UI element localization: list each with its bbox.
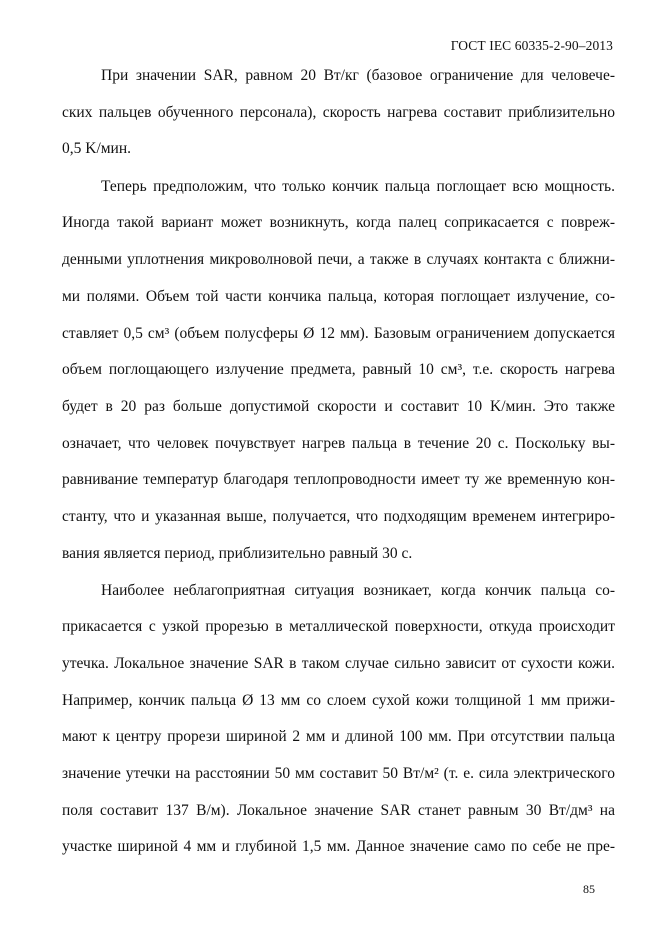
text-line: ставляет 0,5 см³ (объем полусферы Ø 12 мм). Базовым ограничением допускается [62, 325, 615, 342]
text-line: Теперь предположим, что только кончик пальца поглощает всю мощность. [101, 178, 615, 195]
text-line: мают к центру прорези шириной 2 мм и длиной 100 мм. При отсутствии пальца [62, 728, 615, 745]
text-line: Наиболее неблагоприятная ситуация возникает, когда кончик пальца со- [101, 582, 615, 599]
text-line: Например, кончик пальца Ø 13 мм со слоем сухой кожи толщиной 1 мм прижи- [62, 692, 615, 709]
text-line: денными уплотнения микроволновой печи, а также в случаях контакта с ближни- [62, 251, 615, 268]
text-line: будет в 20 раз больше допустимой скорости и составит 10 K/мин. Это также [62, 398, 615, 415]
text-line: ми полями. Объем той части кончика пальца, которая поглощает излучение, со- [62, 288, 615, 305]
text-line: значение утечки на расстоянии 50 мм составит 50 Вт/м² (т. е. сила электрического [62, 765, 615, 782]
text-line: участке шириной 4 мм и глубиной 1,5 мм. Данное значение само по себе не пре- [62, 838, 615, 855]
text-line: означает, что человек почувствует нагрев пальца в течение 20 с. Поскольку вы- [62, 435, 615, 452]
text-line: равнивание температур благодаря теплопроводности имеет ту же временную кон- [62, 471, 615, 488]
text-line: утечка. Локальное значение SAR в таком случае сильно зависит от сухости кожи. [62, 655, 615, 672]
page-number: 85 [583, 882, 595, 896]
standard-header: ГОСТ IEC 60335-2-90–2013 [450, 38, 613, 53]
text-line: объем поглощающего излучение предмета, равный 10 см³, т.е. скорость нагрева [62, 361, 615, 378]
text-line: При значении SAR, равном 20 Вт/кг (базовое ограничение для человече- [101, 67, 615, 84]
text-line: прикасается с узкой прорезью в металлической поверхности, откуда происходит [62, 618, 615, 635]
text-line: Иногда такой вариант может возникнуть, когда палец соприкасается с повреж- [62, 214, 615, 231]
text-line: 0,5 K/мин. [62, 140, 132, 157]
text-line: ских пальцев обученного персонала), скорость нагрева составит приблизительно [62, 104, 615, 121]
text-line: поля составит 137 В/м). Локальное значение SAR станет равным 30 Вт/дм³ на [62, 802, 615, 819]
text-line: вания является период, приблизительно равный 30 с. [62, 545, 413, 562]
text-line: станту, что и указанная выше, получается, что подходящим временем интегриро- [62, 508, 615, 525]
